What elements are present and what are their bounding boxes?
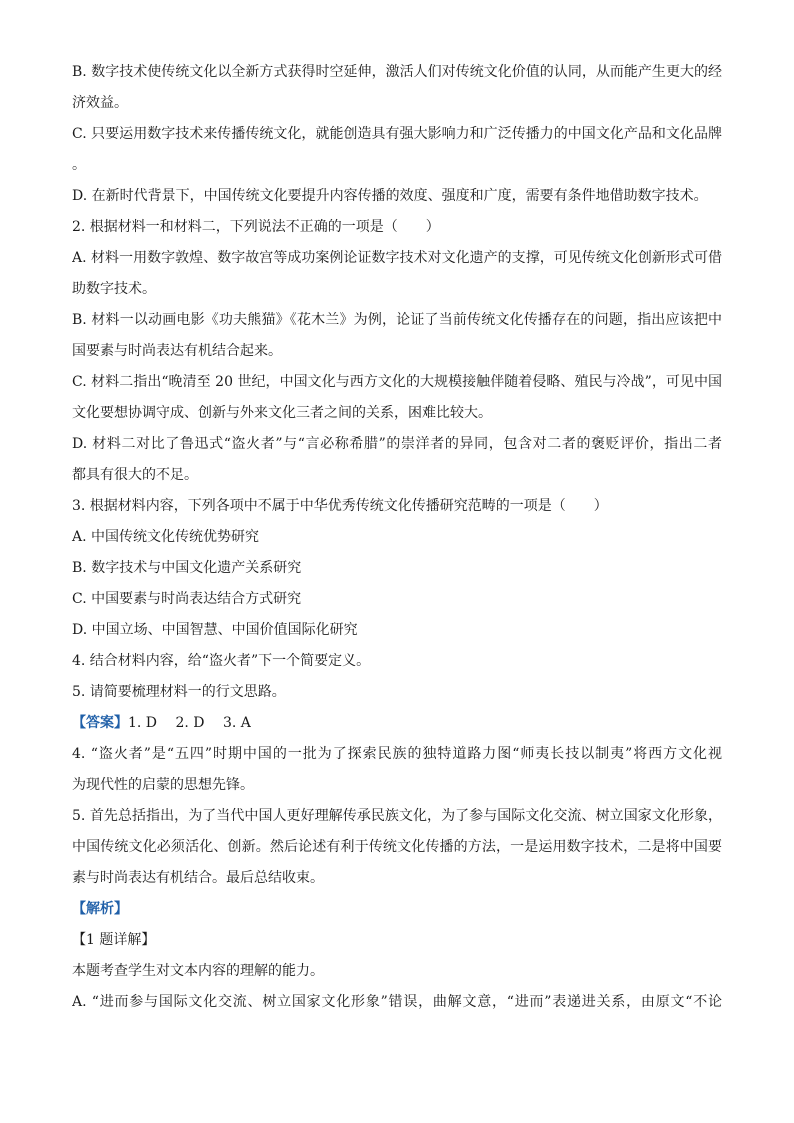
q3-option-d: D. 中国立场、中国智慧、中国价值国际化研究 (72, 622, 358, 638)
q1-intro: 本题考查学生对文本内容的理解的能力。 (72, 963, 324, 979)
q2-option-d-line-1: D. 材料二对比了鲁迅式“盗火者”与“言必称希腊”的崇洋者的异同，包含对二者的褒贬评价，指出二者 (72, 436, 722, 452)
answer-5-line-2: 中国传统文化必须活化、创新。然后论述有利于传统文化传播的方法，一是运用数字技术，二是将中国要 (72, 839, 722, 855)
answer-5-line-1: 5. 首先总括指出，为了当代中国人更好理解传承民族文化，为了参与国际文化交流、树立国家文化形象， (72, 808, 722, 824)
option-b-line-1: B. 数字技术使传统文化以全新方式获得时空延伸，激活人们对传统文化价值的认同，从而能产生更大的经 (72, 64, 722, 80)
q2-option-a-line-1: A. 材料一用数字敦煌、数字故宫等成功案例论证数字技术对文化遗产的支撑，可见传统文化创新形式可借 (72, 250, 722, 266)
answer-line (72, 713, 722, 733)
analysis-tag: 【解析】 (72, 901, 128, 917)
answer-tag: 【答案】 (72, 715, 128, 731)
q3-option-c: C. 中国要素与时尚表达结合方式研究 (72, 591, 302, 607)
q2-option-d-line-2: 都具有很大的不足。 (72, 467, 198, 483)
answer-4-line-2: 为现代性的启蒙的思想先锋。 (72, 777, 254, 793)
option-b-line-2: 济效益。 (72, 95, 128, 111)
q2-option-b-line-2: 国要素与时尚表达有机结合起来。 (72, 343, 282, 359)
question-4: 4. 结合材料内容，给“盗火者”下一个简要定义。 (72, 653, 371, 669)
q2-option-a-line-2: 助数字技术。 (72, 281, 156, 297)
question-2: 2. 根据材料一和材料二，下列说法不正确的一项是（ ） (72, 219, 440, 235)
option-d-line: D. 在新时代背景下，中国传统文化要提升内容传播的效度、强度和广度，需要有条件地借助数字技术。 (72, 188, 708, 204)
answer-5-line-3: 素与时尚表达有机结合。最后总结收束。 (72, 870, 324, 886)
answer-4-line-1: 4. “盗火者”是“五四”时期中国的一批为了探索民族的独特道路力图“师夷长技以制夷”将西方文化视 (72, 746, 722, 762)
q2-option-b-line-1: B. 材料一以动画电影《功夫熊猫》《花木兰》为例，论证了当前传统文化传播存在的问题，指出应该把中 (72, 312, 722, 328)
option-c-line-2: 。 (72, 157, 86, 173)
q2-option-c-line-2: 文化要想协调守成、创新与外来文化三者之间的关系，困难比较大。 (72, 405, 492, 421)
answer-text: 1. D 2. D 3. A (128, 715, 251, 731)
q3-option-b: B. 数字技术与中国文化遗产关系研究 (72, 560, 302, 576)
q1-option-a: A. “进而参与国际文化交流、树立国家文化形象”错误，曲解文意，“进而”表递进关系，由原文“不论 (72, 994, 722, 1010)
q3-option-a: A. 中国传统文化传统优势研究 (72, 529, 260, 545)
document-page (72, 62, 722, 1012)
question-5: 5. 请简要梳理材料一的行文思路。 (72, 684, 286, 700)
q2-option-c-line-1: C. 材料二指出“晚清至 20 世纪，中国文化与西方文化的大规模接触伴随着侵略、殖民与冷战”，可见中国 (72, 374, 722, 390)
question-3: 3. 根据材料内容，下列各项中不属于中华优秀传统文化传播研究范畴的一项是（ ） (72, 498, 608, 514)
option-c-line-1: C. 只要运用数字技术来传播传统文化，就能创造具有强大影响力和广泛传播力的中国文化产品和文化品牌 (72, 126, 722, 142)
q1-heading: 【1 题详解】 (72, 932, 156, 948)
